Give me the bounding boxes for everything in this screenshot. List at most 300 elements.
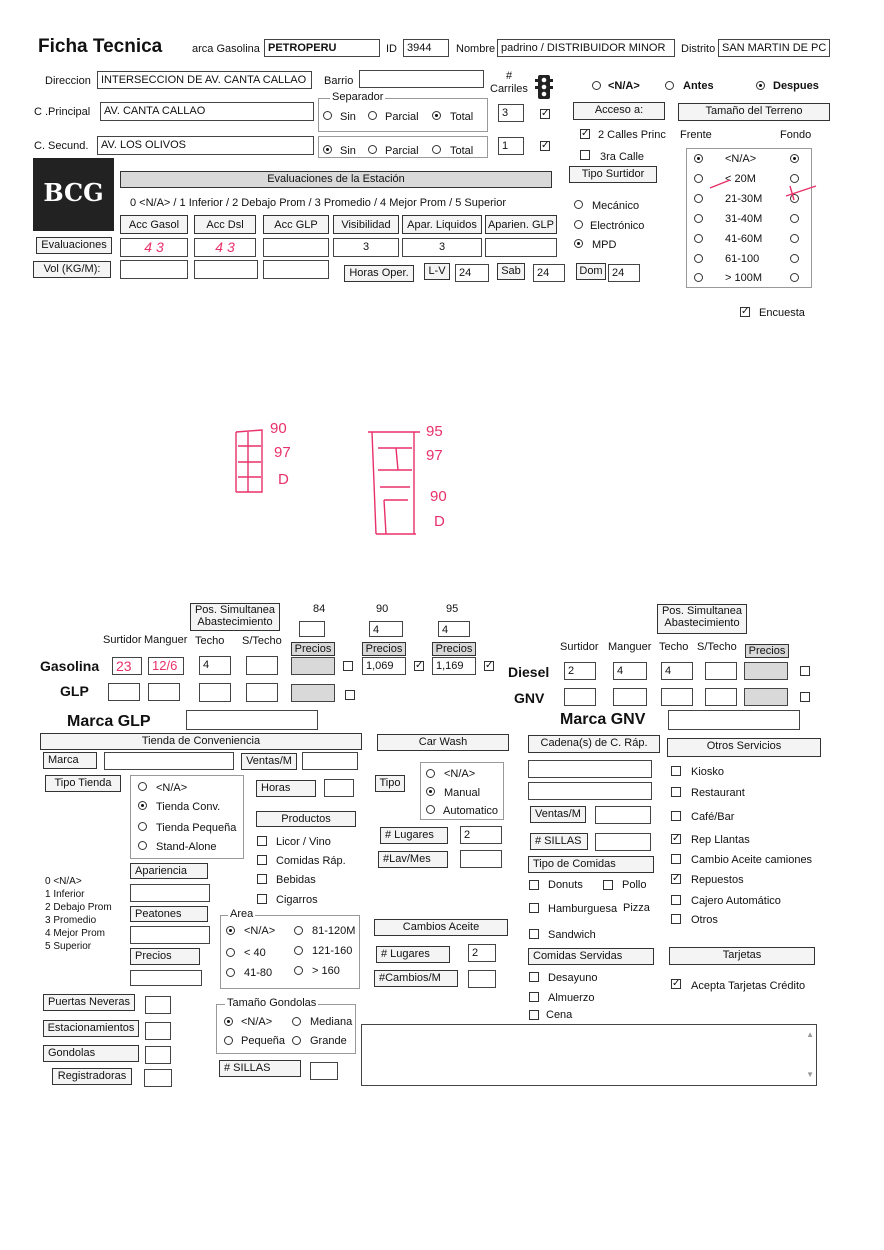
glp-checkbox[interactable]: [345, 690, 355, 700]
precios-90[interactable]: Precios: [362, 642, 406, 656]
tienda-marca-label: Marca: [43, 752, 97, 769]
otros-checkbox-6[interactable]: [671, 895, 681, 905]
producto-label: Cigarros: [276, 894, 318, 906]
acepta-tarjetas-label: Acepta Tarjetas Crédito: [691, 980, 806, 992]
direccion-label: Direccion: [45, 75, 91, 87]
sep2-parcial-radio[interactable]: [368, 145, 377, 154]
sep1-total-label: Total: [450, 111, 474, 123]
cadena-field-2[interactable]: [528, 782, 652, 800]
traffic-light-icon: [534, 74, 554, 100]
tipo-tienda-opt: Tienda Pequeña: [156, 822, 237, 834]
hamburguesa-checkbox[interactable]: [529, 903, 539, 913]
tg-pequena-label: Pequeña: [241, 1035, 286, 1047]
area-radio-2[interactable]: [226, 968, 235, 977]
sep1-parcial-radio[interactable]: [368, 111, 377, 120]
tipo-tienda-radio-3[interactable]: [138, 841, 147, 850]
estac-field[interactable]: [145, 1022, 171, 1040]
area-radio-3[interactable]: [294, 926, 303, 935]
encuesta-checkbox[interactable]: ✓: [741, 306, 750, 317]
registradoras-label: Registradoras: [52, 1068, 132, 1085]
marca-field[interactable]: PETROPERU: [264, 39, 380, 57]
page-title: Ficha Tecnica: [38, 36, 163, 57]
gas-price-84[interactable]: [291, 657, 335, 675]
cadena-ventas-label: Ventas/M: [530, 806, 586, 823]
peatones-field[interactable]: [130, 926, 210, 944]
tienda-marca-field[interactable]: [104, 752, 234, 770]
cw-lav-label: #Lav/Mes: [378, 851, 448, 868]
scale-item: 5 Superior: [45, 941, 92, 952]
area-opt: 41-80: [244, 967, 273, 979]
gnv-techo-field[interactable]: [661, 688, 693, 706]
tipo-tienda-radio-2[interactable]: [138, 822, 147, 831]
surtidor-label: Surtidor: [103, 634, 142, 646]
precios-diesel[interactable]: Precios: [745, 644, 789, 658]
tercera-calle-checkbox[interactable]: [580, 150, 590, 160]
tienda-title: Tienda de Conveniencia: [40, 733, 362, 750]
desayuno-checkbox[interactable]: [529, 972, 539, 982]
pollo-label: Pollo: [622, 879, 647, 891]
tg-mediana-radio[interactable]: [292, 1017, 301, 1026]
sep2-parcial-label: Parcial: [385, 145, 419, 157]
sandwich-label: Sandwich: [548, 929, 596, 941]
timing-despues-radio[interactable]: [756, 81, 765, 90]
carwash-title: Car Wash: [377, 734, 509, 751]
cena-checkbox[interactable]: [529, 1010, 539, 1020]
otros-checkbox-7[interactable]: [671, 914, 681, 924]
secund-label: C. Secund.: [34, 140, 89, 152]
vol-label: Vol (KG/M):: [33, 261, 111, 278]
hamburguesa-label: Hamburguesa: [548, 903, 618, 915]
cw-auto-label: Automatico: [443, 805, 499, 817]
dsl-price[interactable]: [744, 662, 788, 680]
lv-field[interactable]: 24: [455, 264, 489, 282]
carriles-1-checkbox[interactable]: ✓: [541, 108, 550, 119]
tienda-sillas-label: # SILLAS: [219, 1060, 301, 1077]
marca-gnv-field[interactable]: [668, 710, 800, 730]
frente-radio-5[interactable]: [694, 254, 703, 263]
otros-title: Otros Servicios: [667, 738, 821, 757]
tipo-tienda-label: Tipo Tienda: [45, 775, 121, 792]
frente-radio-3[interactable]: [694, 214, 703, 223]
cadena-sillas-field[interactable]: [595, 833, 651, 851]
evaluaciones-scale: 0 <N/A> / 1 Inferior / 2 Debajo Prom / 3 Promedio / 4 Mejor Prom / 5 Superior: [130, 197, 506, 209]
terreno-row-label: 41-60M: [725, 233, 763, 245]
calles-princ-label: 2 Calles Princ: [598, 129, 666, 141]
nombre-field[interactable]: padrino / DISTRIBUIDOR MINOR: [497, 39, 675, 57]
horas-field[interactable]: [324, 779, 354, 797]
tienda-ventas-label: Ventas/M: [241, 753, 297, 770]
eval-value-3[interactable]: 3: [333, 238, 399, 257]
acceso-button[interactable]: Acceso a:: [573, 102, 665, 120]
dsl-checkbox[interactable]: [800, 666, 810, 676]
calles-princ-checkbox[interactable]: ✓: [581, 128, 590, 139]
frente-radio-6[interactable]: [694, 273, 703, 282]
otros-label: Cajero Automático: [691, 895, 781, 907]
donuts-label: Donuts: [548, 879, 583, 891]
productos-label: Productos: [256, 811, 356, 827]
horas-oper-button[interactable]: Horas Oper.: [344, 265, 414, 282]
glp-label: GLP: [60, 683, 89, 699]
acepta-tarjetas-checkbox[interactable]: ✓: [672, 978, 681, 989]
producto-checkbox-2[interactable]: [257, 874, 267, 884]
otros-checkbox-1[interactable]: [671, 787, 681, 797]
gondolas-field[interactable]: [145, 1046, 171, 1064]
sep2-total-radio[interactable]: [432, 145, 441, 154]
sep2-sin-radio[interactable]: [323, 145, 332, 154]
sab-field[interactable]: 24: [533, 264, 565, 282]
glp-stecho-field[interactable]: [246, 683, 278, 702]
fondo-radio-4[interactable]: [790, 234, 799, 243]
ca-lugares-field[interactable]: 2: [468, 944, 496, 962]
producto-label: Licor / Vino: [276, 836, 331, 848]
tienda-precios-label: Precios: [130, 948, 200, 965]
nombre-label: Nombre: [456, 43, 496, 55]
producto-checkbox-0[interactable]: [257, 836, 267, 846]
cw-lugares-field[interactable]: 2: [460, 826, 502, 844]
lv-label: L-V: [424, 263, 450, 280]
eval-header-1: Acc Dsl: [194, 215, 256, 234]
desayuno-label: Desayuno: [548, 972, 598, 984]
cena-label: Cena: [546, 1009, 573, 1021]
tipo-tienda-opt: Stand-Alone: [156, 841, 217, 853]
hw-right-4: D: [434, 513, 445, 530]
apariencia-field[interactable]: [130, 884, 210, 902]
frente-radio-2[interactable]: [694, 194, 703, 203]
electronico-radio[interactable]: [574, 220, 583, 229]
eval-header-3: Visibilidad: [333, 215, 399, 234]
otros-checkbox-3[interactable]: ✓: [672, 833, 681, 844]
dsl-surtidor-field[interactable]: 2: [564, 662, 596, 680]
oct-84: 84: [313, 603, 326, 615]
scale-item: 3 Promedio: [45, 915, 97, 926]
almuerzo-checkbox[interactable]: [529, 992, 539, 1002]
tipo-comidas-label: Tipo de Comidas: [528, 856, 654, 873]
eval-header-4: Apar. Liquidos: [402, 215, 482, 234]
carriles-2-field[interactable]: 1: [498, 137, 524, 155]
pos-sim-diesel: Pos. Simultanea Abastecimiento: [657, 604, 747, 634]
hw-right-3: 90: [430, 488, 447, 505]
tg-na-radio[interactable]: [224, 1017, 233, 1026]
timing-na-label: <N/A>: [608, 80, 640, 92]
otros-checkbox-4[interactable]: [671, 854, 681, 864]
scale-item: 4 Mejor Prom: [45, 928, 106, 939]
otros-label: Café/Bar: [691, 811, 735, 823]
sep1-total-radio[interactable]: [432, 111, 441, 120]
terreno-row-label: <N/A>: [725, 153, 757, 165]
almuerzo-label: Almuerzo: [548, 992, 595, 1004]
gnv-stecho-field[interactable]: [705, 688, 737, 706]
glp-surtidor-field[interactable]: [108, 683, 140, 701]
terreno-row-label: > 100M: [725, 272, 762, 284]
producto-label: Bebidas: [276, 874, 316, 886]
cw-auto-radio[interactable]: [426, 805, 435, 814]
ca-cambios-label: #Cambios/M: [374, 970, 458, 987]
fondo-radio-1[interactable]: [790, 174, 799, 183]
eval-header-5: Aparien. GLP: [485, 215, 557, 234]
oct-84-field[interactable]: [299, 621, 325, 637]
sep1-parcial-label: Parcial: [385, 111, 419, 123]
estac-label: Estacionamientos: [43, 1020, 139, 1037]
frente-radio-0[interactable]: [694, 154, 703, 163]
manguera-label: Manguer: [144, 634, 188, 646]
notes-textarea[interactable]: [361, 1024, 817, 1086]
otros-label: Restaurant: [691, 787, 745, 799]
horas-label: Horas: [256, 780, 316, 797]
puertas-field[interactable]: [145, 996, 171, 1014]
area-radio-5[interactable]: [294, 966, 303, 975]
gas-price-90[interactable]: 1,069: [362, 657, 406, 675]
tipo-tienda-radio-0[interactable]: [138, 782, 147, 791]
terreno-row-label: < 20M: [725, 173, 756, 185]
sep2-sin-label: Sin: [340, 145, 356, 157]
mpd-label: MPD: [592, 239, 617, 251]
gas-stecho-field[interactable]: [246, 656, 278, 675]
tg-grande-radio[interactable]: [292, 1036, 301, 1045]
fondo-label: Fondo: [780, 129, 812, 141]
cw-na-label: <N/A>: [444, 768, 476, 780]
fondo-radio-0[interactable]: [790, 154, 799, 163]
principal-label: C .Principal: [34, 106, 91, 118]
hw-left-1: 90: [270, 420, 287, 437]
hw-left-2: 97: [274, 444, 291, 461]
sep1-sin-radio[interactable]: [323, 111, 332, 120]
oct-95: 95: [446, 603, 459, 615]
producto-label: Comidas Ráp.: [276, 855, 346, 867]
separador-label: Separador: [332, 91, 384, 103]
gnv-surtidor-field[interactable]: [564, 688, 596, 706]
eval-header-2: Acc GLP: [263, 215, 329, 234]
diesel-label: Diesel: [508, 664, 550, 680]
principal-field[interactable]: AV. CANTA CALLAO: [100, 102, 314, 121]
otros-label: Rep Llantas: [691, 834, 750, 846]
eval-value-4[interactable]: 3: [402, 238, 482, 257]
glp-price[interactable]: [291, 684, 335, 702]
bcg-logo: [33, 158, 114, 231]
tienda-ventas-field[interactable]: [302, 752, 358, 770]
mpd-radio[interactable]: [574, 239, 583, 248]
carriles-label: Carriles: [490, 83, 528, 95]
otros-checkbox-5[interactable]: ✓: [672, 873, 681, 884]
cadena-ventas-field[interactable]: [595, 806, 651, 824]
gondolas-label: Gondolas: [43, 1045, 139, 1062]
carriles-hash: #: [506, 70, 513, 82]
vol-field-2[interactable]: [194, 260, 258, 279]
carwash-tipo-label: Tipo: [375, 775, 405, 792]
scroll-up-icon[interactable]: ▲: [806, 1030, 814, 1039]
marca-glp-field[interactable]: [186, 710, 318, 730]
area-radio-0[interactable]: [226, 926, 235, 935]
otros-label: Cambio Aceite camiones: [691, 854, 813, 866]
fondo-radio-6[interactable]: [790, 273, 799, 282]
marca-gnv-label: Marca GNV: [560, 711, 646, 728]
gnv-price[interactable]: [744, 688, 788, 706]
eval-value-2[interactable]: [263, 238, 329, 257]
cadena-title: Cadena(s) de C. Ráp.: [528, 735, 660, 753]
otros-label: Kiosko: [691, 766, 725, 778]
sep1-sin-label: Sin: [340, 111, 356, 123]
scale-item: 1 Inferior: [45, 889, 85, 900]
gnv-checkbox[interactable]: [800, 692, 810, 702]
gnv-manguera-field[interactable]: [613, 688, 647, 706]
pizza-label: Pizza: [623, 902, 650, 914]
distrito-field[interactable]: SAN MARTIN DE PC: [718, 39, 830, 57]
scale-item: 2 Debajo Prom: [45, 902, 112, 913]
tercera-calle-label: 3ra Calle: [600, 151, 645, 163]
tienda-sillas-field[interactable]: [310, 1062, 338, 1080]
sep2-total-label: Total: [450, 145, 474, 157]
timing-antes-radio[interactable]: [665, 81, 674, 90]
dsl-manguera-label: Manguer: [608, 641, 652, 653]
tipo-tienda-radio-1[interactable]: [138, 801, 147, 810]
fondo-radio-3[interactable]: [790, 214, 799, 223]
fondo-radio-5[interactable]: [790, 254, 799, 263]
distrito-label: Distrito: [681, 43, 716, 55]
tienda-precios-field[interactable]: [130, 970, 202, 986]
glp-manguera-field[interactable]: [148, 683, 180, 701]
evaluaciones-row-label: Evaluaciones: [36, 237, 112, 254]
eval-value-5[interactable]: [485, 238, 557, 257]
tg-mediana-label: Mediana: [310, 1016, 353, 1028]
timing-antes-label: Antes: [683, 80, 714, 92]
tg-na-label: <N/A>: [241, 1016, 273, 1028]
hw-right-2: 97: [426, 447, 443, 464]
dsl-stecho-field[interactable]: [705, 662, 737, 680]
s-techo-label: S/Techo: [242, 635, 282, 647]
scroll-down-icon[interactable]: ▼: [806, 1070, 814, 1079]
tam-gondolas-label: Tamaño Gondolas: [227, 997, 317, 1009]
area-opt: > 160: [312, 965, 340, 977]
mecanico-label: Mecánico: [592, 200, 640, 212]
marca-glp-label: Marca GLP: [67, 713, 151, 730]
timing-despues-label: Despues: [773, 80, 819, 92]
area-radio-1[interactable]: [226, 948, 235, 957]
area-opt: < 40: [244, 947, 266, 959]
eval-header-0: Acc Gasol: [120, 215, 188, 234]
eval-value-0[interactable]: 4 3: [120, 238, 188, 257]
cadena-field-1[interactable]: [528, 760, 652, 778]
secund-field[interactable]: AV. LOS OLIVOS: [97, 136, 314, 155]
oct-95-field[interactable]: 4: [438, 621, 470, 637]
oct-90-field[interactable]: 4: [369, 621, 403, 637]
gas-manguera-field[interactable]: 12/6: [148, 657, 184, 675]
frente-radio-1[interactable]: [694, 174, 703, 183]
dsl-techo-field[interactable]: 4: [661, 662, 693, 680]
cw-manual-label: Manual: [444, 787, 481, 799]
precios-95[interactable]: Precios: [432, 642, 476, 656]
mecanico-radio[interactable]: [574, 200, 583, 209]
dom-label: Dom: [576, 263, 606, 280]
gnv-label: GNV: [514, 690, 545, 706]
otros-label: Otros: [691, 914, 718, 926]
area-opt: 121-160: [312, 945, 353, 957]
area-radio-4[interactable]: [294, 946, 303, 955]
area-label: Area: [230, 908, 254, 920]
dsl-manguera-field[interactable]: 4: [613, 662, 647, 680]
gas-techo-field[interactable]: 4: [199, 656, 231, 675]
gas-surtidor-field[interactable]: 23: [112, 657, 142, 675]
barrio-field[interactable]: [359, 70, 484, 88]
otros-checkbox-0[interactable]: [671, 766, 681, 776]
techo-label: Techo: [195, 635, 225, 647]
dsl-techo-label: Techo: [659, 641, 689, 653]
electronico-label: Electrónico: [590, 220, 645, 232]
sab-label: Sab: [497, 263, 525, 280]
puertas-label: Puertas Neveras: [43, 994, 135, 1011]
id-label: ID: [386, 43, 397, 55]
timing-na-radio[interactable]: [592, 81, 601, 90]
sandwich-checkbox[interactable]: [529, 929, 539, 939]
cw-lugares-label: # Lugares: [380, 827, 448, 844]
area-opt: 81-120M: [312, 925, 356, 937]
gasolina-label: Gasolina: [40, 658, 100, 674]
tarjetas-title: Tarjetas: [669, 947, 815, 965]
terreno-row-label: 21-30M: [725, 193, 763, 205]
gas-84-checkbox[interactable]: [343, 661, 353, 671]
cw-manual-radio[interactable]: [426, 787, 435, 796]
dsl-stecho-label: S/Techo: [697, 641, 737, 653]
marca-label: arca Gasolina: [192, 43, 260, 55]
tipo-tienda-opt: <N/A>: [156, 782, 188, 794]
carriles-2-checkbox[interactable]: ✓: [541, 140, 550, 151]
cadena-sillas-label: # SILLAS: [530, 833, 588, 850]
gas-price-95[interactable]: 1,169: [432, 657, 476, 675]
dsl-surtidor-label: Surtidor: [560, 641, 599, 653]
direccion-field[interactable]: INTERSECCION DE AV. CANTA CALLAO: [97, 71, 312, 89]
gas-95-checkbox[interactable]: ✓: [485, 660, 494, 671]
ca-lugares-label: # Lugares: [376, 946, 450, 963]
gas-90-checkbox[interactable]: ✓: [415, 660, 424, 671]
fondo-radio-2[interactable]: [790, 194, 799, 203]
bcg-logo-text: BCG: [43, 178, 104, 207]
vol-field-1[interactable]: [120, 260, 188, 279]
scale-item: 0 <N/A>: [45, 876, 82, 887]
comidas-servidas-label: Comidas Servidas: [528, 948, 654, 965]
cw-lav-field[interactable]: [460, 850, 502, 868]
frente-radio-4[interactable]: [694, 234, 703, 243]
tg-pequena-radio[interactable]: [224, 1036, 233, 1045]
terreno-button[interactable]: Tamaño del Terreno: [678, 103, 830, 121]
eval-value-1[interactable]: 4 3: [194, 238, 256, 257]
otros-label: Repuestos: [691, 874, 744, 886]
registradoras-field[interactable]: [144, 1069, 172, 1087]
terreno-row-label: 31-40M: [725, 213, 763, 225]
dom-field[interactable]: 24: [608, 264, 640, 282]
producto-checkbox-3[interactable]: [257, 894, 267, 904]
cambios-title: Cambios Aceite: [374, 919, 508, 936]
peatones-label: Peatones: [130, 906, 208, 922]
glp-techo-field[interactable]: [199, 683, 231, 702]
tipo-surtidor-button[interactable]: Tipo Surtidor: [569, 166, 657, 183]
frente-label: Frente: [680, 129, 712, 141]
carriles-1-field[interactable]: 3: [498, 104, 524, 122]
ca-cambios-field[interactable]: [468, 970, 496, 988]
hw-right-1: 95: [426, 423, 443, 440]
apariencia-label: Apariencia: [130, 863, 208, 879]
precios-84[interactable]: Precios: [291, 642, 335, 656]
producto-checkbox-1[interactable]: [257, 855, 267, 865]
cw-na-radio[interactable]: [426, 769, 435, 778]
hw-left-3: D: [278, 471, 289, 488]
evaluaciones-title: Evaluaciones de la Estación: [120, 171, 552, 188]
donuts-checkbox[interactable]: [529, 880, 539, 890]
id-field[interactable]: 3944: [403, 39, 449, 57]
vol-field-3[interactable]: [263, 260, 329, 279]
pollo-checkbox[interactable]: [603, 880, 613, 890]
pos-sim-gas: Pos. Simultanea Abastecimiento: [190, 603, 280, 631]
encuesta-label: Encuesta: [759, 307, 805, 319]
oct-90: 90: [376, 603, 389, 615]
otros-checkbox-2[interactable]: [671, 811, 681, 821]
